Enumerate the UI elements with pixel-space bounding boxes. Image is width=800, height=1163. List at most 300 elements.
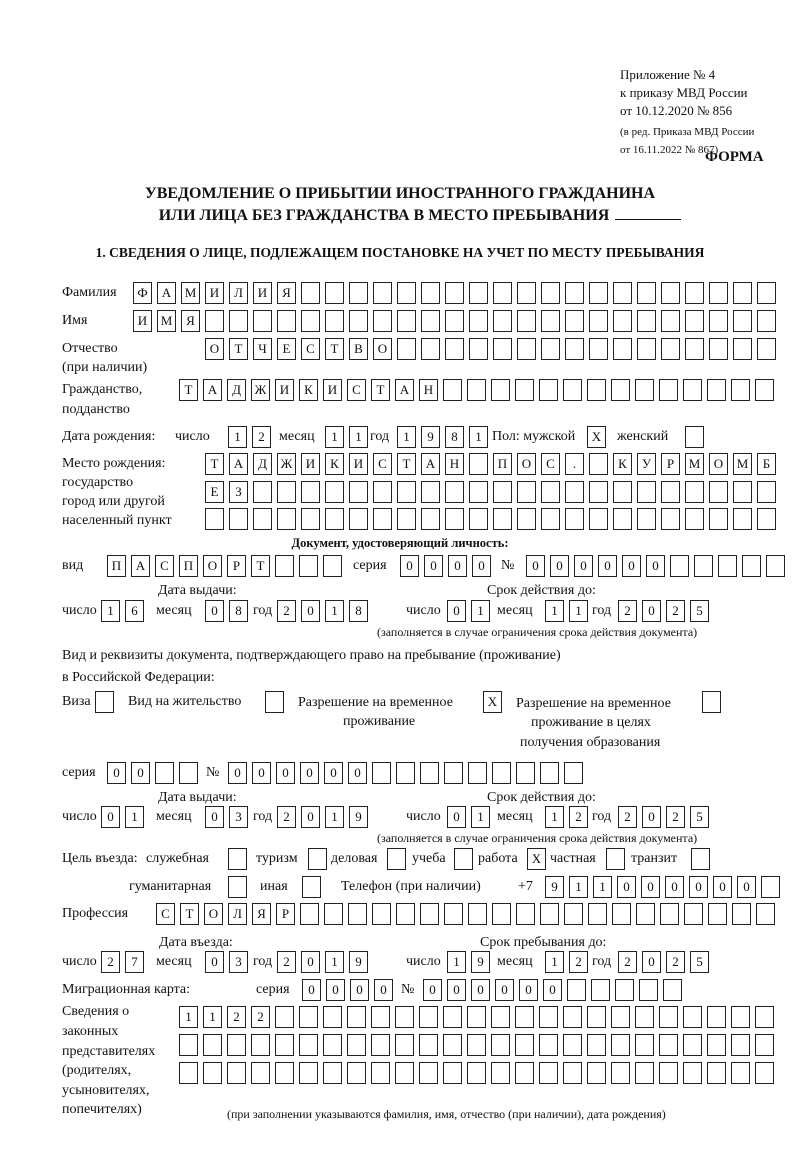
char-cell[interactable] [565, 481, 584, 503]
char-cell[interactable]: 9 [349, 951, 368, 973]
residence-checkbox[interactable] [265, 691, 284, 713]
char-cell[interactable] [491, 1006, 510, 1028]
char-cell[interactable] [731, 1006, 750, 1028]
char-cell[interactable]: 0 [550, 555, 569, 577]
char-cell[interactable] [492, 762, 511, 784]
char-cell[interactable] [515, 1006, 534, 1028]
char-cell[interactable]: 1 [471, 600, 490, 622]
char-cell[interactable] [203, 1034, 222, 1056]
char-cell[interactable]: 5 [690, 951, 709, 973]
male-checkbox[interactable]: X [587, 426, 606, 448]
char-cell[interactable]: 2 [227, 1006, 246, 1028]
char-cell[interactable] [683, 1006, 702, 1028]
char-cell[interactable]: 5 [690, 806, 709, 828]
char-cell[interactable] [589, 453, 608, 475]
purpose-transit-checkbox[interactable] [691, 848, 710, 870]
char-cell[interactable]: 0 [689, 876, 708, 898]
char-cell[interactable] [659, 1062, 678, 1084]
char-cell[interactable]: 1 [325, 806, 344, 828]
char-cell[interactable] [421, 338, 440, 360]
char-cell[interactable] [587, 379, 606, 401]
char-cell[interactable] [589, 508, 608, 530]
char-cell[interactable] [323, 555, 342, 577]
char-cell[interactable] [299, 1062, 318, 1084]
char-cell[interactable]: 1 [101, 600, 120, 622]
char-cell[interactable] [443, 379, 462, 401]
char-cell[interactable]: А [157, 282, 176, 304]
char-cell[interactable] [540, 762, 559, 784]
char-cell[interactable] [324, 903, 343, 925]
char-cell[interactable]: Я [181, 310, 200, 332]
char-cell[interactable] [397, 282, 416, 304]
purpose-study-checkbox[interactable] [454, 848, 473, 870]
char-cell[interactable]: 1 [593, 876, 612, 898]
char-cell[interactable] [491, 1062, 510, 1084]
char-cell[interactable] [397, 481, 416, 503]
char-cell[interactable] [563, 1034, 582, 1056]
char-cell[interactable]: 6 [125, 600, 144, 622]
char-cell[interactable] [611, 1006, 630, 1028]
char-cell[interactable] [373, 481, 392, 503]
char-cell[interactable]: С [541, 453, 560, 475]
char-cell[interactable] [277, 508, 296, 530]
char-cell[interactable]: Ж [277, 453, 296, 475]
char-cell[interactable]: 2 [618, 600, 637, 622]
char-cell[interactable]: 1 [469, 426, 488, 448]
char-cell[interactable] [661, 508, 680, 530]
char-cell[interactable] [179, 1034, 198, 1056]
char-cell[interactable] [444, 762, 463, 784]
char-cell[interactable] [299, 1034, 318, 1056]
char-cell[interactable] [443, 1034, 462, 1056]
char-cell[interactable] [563, 379, 582, 401]
char-cell[interactable]: 1 [325, 426, 344, 448]
char-cell[interactable]: Е [205, 481, 224, 503]
char-cell[interactable] [443, 1062, 462, 1084]
char-cell[interactable]: 0 [374, 979, 393, 1001]
char-cell[interactable] [757, 481, 776, 503]
char-cell[interactable]: 0 [519, 979, 538, 1001]
char-cell[interactable]: О [373, 338, 392, 360]
char-cell[interactable] [371, 1034, 390, 1056]
char-cell[interactable] [421, 508, 440, 530]
char-cell[interactable] [517, 282, 536, 304]
char-cell[interactable] [757, 282, 776, 304]
char-cell[interactable] [709, 282, 728, 304]
char-cell[interactable] [372, 762, 391, 784]
char-cell[interactable]: 0 [641, 876, 660, 898]
char-cell[interactable] [685, 310, 704, 332]
char-cell[interactable]: 9 [421, 426, 440, 448]
char-cell[interactable]: 2 [251, 1006, 270, 1028]
char-cell[interactable] [469, 282, 488, 304]
char-cell[interactable] [493, 508, 512, 530]
char-cell[interactable]: 3 [229, 951, 248, 973]
char-cell[interactable] [396, 762, 415, 784]
char-cell[interactable]: 2 [277, 600, 296, 622]
char-cell[interactable] [203, 1062, 222, 1084]
char-cell[interactable] [659, 379, 678, 401]
char-cell[interactable]: 0 [448, 555, 467, 577]
char-cell[interactable] [541, 310, 560, 332]
char-cell[interactable] [493, 481, 512, 503]
char-cell[interactable] [469, 310, 488, 332]
char-cell[interactable] [277, 310, 296, 332]
char-cell[interactable] [325, 282, 344, 304]
char-cell[interactable]: З [229, 481, 248, 503]
char-cell[interactable]: Т [205, 453, 224, 475]
char-cell[interactable]: М [733, 453, 752, 475]
char-cell[interactable] [661, 282, 680, 304]
purpose-humanitarian-checkbox[interactable] [228, 876, 247, 898]
char-cell[interactable] [323, 1006, 342, 1028]
char-cell[interactable]: С [156, 903, 175, 925]
char-cell[interactable] [540, 903, 559, 925]
char-cell[interactable] [659, 1034, 678, 1056]
char-cell[interactable]: 8 [445, 426, 464, 448]
char-cell[interactable]: Ч [253, 338, 272, 360]
char-cell[interactable] [395, 1034, 414, 1056]
char-cell[interactable] [755, 1034, 774, 1056]
char-cell[interactable]: 0 [252, 762, 271, 784]
char-cell[interactable] [372, 903, 391, 925]
char-cell[interactable]: М [685, 453, 704, 475]
char-cell[interactable] [419, 1062, 438, 1084]
char-cell[interactable]: 0 [324, 762, 343, 784]
char-cell[interactable]: Т [325, 338, 344, 360]
char-cell[interactable]: 0 [276, 762, 295, 784]
char-cell[interactable]: Ф [133, 282, 152, 304]
char-cell[interactable]: У [637, 453, 656, 475]
purpose-tourism-checkbox[interactable] [308, 848, 327, 870]
char-cell[interactable] [613, 282, 632, 304]
char-cell[interactable]: 0 [348, 762, 367, 784]
char-cell[interactable]: С [301, 338, 320, 360]
char-cell[interactable] [659, 1006, 678, 1028]
char-cell[interactable] [670, 555, 689, 577]
char-cell[interactable]: М [157, 310, 176, 332]
char-cell[interactable] [684, 903, 703, 925]
char-cell[interactable] [371, 1062, 390, 1084]
char-cell[interactable] [491, 379, 510, 401]
char-cell[interactable]: О [517, 453, 536, 475]
char-cell[interactable] [587, 1034, 606, 1056]
char-cell[interactable] [491, 1034, 510, 1056]
visa-checkbox[interactable] [95, 691, 114, 713]
char-cell[interactable] [663, 979, 682, 1001]
char-cell[interactable] [589, 282, 608, 304]
char-cell[interactable]: 0 [300, 762, 319, 784]
char-cell[interactable]: 1 [447, 951, 466, 973]
char-cell[interactable] [707, 1006, 726, 1028]
char-cell[interactable] [611, 1034, 630, 1056]
char-cell[interactable] [637, 338, 656, 360]
char-cell[interactable] [419, 1034, 438, 1056]
char-cell[interactable]: Т [179, 379, 198, 401]
char-cell[interactable] [565, 282, 584, 304]
char-cell[interactable]: 0 [447, 600, 466, 622]
char-cell[interactable] [443, 1006, 462, 1028]
char-cell[interactable] [300, 903, 319, 925]
char-cell[interactable]: А [131, 555, 150, 577]
char-cell[interactable]: Д [253, 453, 272, 475]
char-cell[interactable] [349, 508, 368, 530]
char-cell[interactable] [515, 379, 534, 401]
char-cell[interactable] [469, 453, 488, 475]
char-cell[interactable]: 0 [622, 555, 641, 577]
char-cell[interactable]: М [181, 282, 200, 304]
char-cell[interactable] [718, 555, 737, 577]
char-cell[interactable] [709, 481, 728, 503]
char-cell[interactable]: Т [251, 555, 270, 577]
char-cell[interactable] [373, 508, 392, 530]
char-cell[interactable]: 0 [617, 876, 636, 898]
char-cell[interactable] [275, 555, 294, 577]
char-cell[interactable]: Т [371, 379, 390, 401]
char-cell[interactable] [349, 282, 368, 304]
char-cell[interactable] [445, 282, 464, 304]
char-cell[interactable]: 0 [447, 979, 466, 1001]
char-cell[interactable] [589, 481, 608, 503]
char-cell[interactable]: 0 [301, 600, 320, 622]
char-cell[interactable] [467, 1062, 486, 1084]
char-cell[interactable] [707, 379, 726, 401]
char-cell[interactable] [277, 481, 296, 503]
char-cell[interactable] [761, 876, 780, 898]
char-cell[interactable]: Я [277, 282, 296, 304]
temp-edu-checkbox[interactable] [702, 691, 721, 713]
char-cell[interactable] [612, 903, 631, 925]
char-cell[interactable] [733, 282, 752, 304]
char-cell[interactable] [611, 379, 630, 401]
char-cell[interactable] [661, 481, 680, 503]
char-cell[interactable]: 0 [574, 555, 593, 577]
char-cell[interactable] [565, 508, 584, 530]
char-cell[interactable]: 5 [690, 600, 709, 622]
purpose-other-checkbox[interactable] [302, 876, 321, 898]
char-cell[interactable] [420, 762, 439, 784]
char-cell[interactable] [325, 481, 344, 503]
char-cell[interactable]: К [299, 379, 318, 401]
char-cell[interactable]: Р [276, 903, 295, 925]
char-cell[interactable] [349, 310, 368, 332]
char-cell[interactable] [445, 338, 464, 360]
char-cell[interactable] [517, 338, 536, 360]
char-cell[interactable]: 9 [545, 876, 564, 898]
char-cell[interactable]: Р [227, 555, 246, 577]
char-cell[interactable] [253, 508, 272, 530]
char-cell[interactable] [467, 379, 486, 401]
char-cell[interactable] [253, 481, 272, 503]
char-cell[interactable]: Л [229, 282, 248, 304]
char-cell[interactable] [708, 903, 727, 925]
char-cell[interactable] [757, 310, 776, 332]
char-cell[interactable] [683, 1034, 702, 1056]
char-cell[interactable] [539, 1062, 558, 1084]
char-cell[interactable]: 0 [737, 876, 756, 898]
char-cell[interactable] [493, 310, 512, 332]
char-cell[interactable] [179, 762, 198, 784]
char-cell[interactable]: 0 [447, 806, 466, 828]
char-cell[interactable] [229, 310, 248, 332]
char-cell[interactable] [301, 508, 320, 530]
char-cell[interactable] [694, 555, 713, 577]
char-cell[interactable]: 0 [131, 762, 150, 784]
char-cell[interactable]: 1 [569, 600, 588, 622]
char-cell[interactable]: 1 [569, 876, 588, 898]
char-cell[interactable]: 0 [665, 876, 684, 898]
char-cell[interactable] [445, 508, 464, 530]
char-cell[interactable] [251, 1034, 270, 1056]
char-cell[interactable]: П [493, 453, 512, 475]
char-cell[interactable]: С [155, 555, 174, 577]
char-cell[interactable]: 0 [301, 806, 320, 828]
char-cell[interactable] [395, 1006, 414, 1028]
char-cell[interactable] [563, 1006, 582, 1028]
char-cell[interactable] [635, 1006, 654, 1028]
char-cell[interactable]: 1 [325, 951, 344, 973]
char-cell[interactable] [564, 762, 583, 784]
char-cell[interactable] [421, 481, 440, 503]
char-cell[interactable] [615, 979, 634, 1001]
char-cell[interactable] [253, 310, 272, 332]
char-cell[interactable]: 2 [666, 951, 685, 973]
char-cell[interactable]: К [325, 453, 344, 475]
char-cell[interactable] [731, 1034, 750, 1056]
char-cell[interactable] [733, 338, 752, 360]
char-cell[interactable]: 0 [495, 979, 514, 1001]
char-cell[interactable]: 0 [326, 979, 345, 1001]
char-cell[interactable]: 0 [101, 806, 120, 828]
char-cell[interactable]: 0 [228, 762, 247, 784]
char-cell[interactable] [395, 1062, 414, 1084]
char-cell[interactable]: Ж [251, 379, 270, 401]
char-cell[interactable]: 1 [397, 426, 416, 448]
char-cell[interactable]: О [709, 453, 728, 475]
char-cell[interactable] [635, 1034, 654, 1056]
char-cell[interactable]: Л [228, 903, 247, 925]
char-cell[interactable] [373, 310, 392, 332]
char-cell[interactable]: 0 [543, 979, 562, 1001]
purpose-business-checkbox[interactable] [387, 848, 406, 870]
char-cell[interactable]: И [301, 453, 320, 475]
char-cell[interactable] [685, 338, 704, 360]
char-cell[interactable] [397, 338, 416, 360]
char-cell[interactable]: 0 [598, 555, 617, 577]
char-cell[interactable] [733, 310, 752, 332]
char-cell[interactable] [683, 1062, 702, 1084]
char-cell[interactable] [709, 338, 728, 360]
char-cell[interactable] [731, 1062, 750, 1084]
char-cell[interactable] [396, 903, 415, 925]
char-cell[interactable] [755, 379, 774, 401]
char-cell[interactable] [205, 508, 224, 530]
char-cell[interactable]: 0 [642, 951, 661, 973]
char-cell[interactable] [347, 1006, 366, 1028]
char-cell[interactable] [613, 310, 632, 332]
char-cell[interactable] [589, 338, 608, 360]
char-cell[interactable] [179, 1062, 198, 1084]
char-cell[interactable]: Н [445, 453, 464, 475]
char-cell[interactable]: О [203, 555, 222, 577]
char-cell[interactable]: И [205, 282, 224, 304]
char-cell[interactable] [563, 1062, 582, 1084]
char-cell[interactable] [731, 379, 750, 401]
char-cell[interactable] [492, 903, 511, 925]
char-cell[interactable] [539, 1034, 558, 1056]
char-cell[interactable] [636, 903, 655, 925]
char-cell[interactable] [685, 508, 704, 530]
char-cell[interactable]: 9 [471, 951, 490, 973]
char-cell[interactable]: 3 [229, 806, 248, 828]
char-cell[interactable] [755, 1062, 774, 1084]
char-cell[interactable]: 8 [229, 600, 248, 622]
char-cell[interactable] [467, 1034, 486, 1056]
char-cell[interactable] [683, 379, 702, 401]
char-cell[interactable] [517, 481, 536, 503]
char-cell[interactable]: 2 [666, 806, 685, 828]
char-cell[interactable] [467, 1006, 486, 1028]
char-cell[interactable]: К [613, 453, 632, 475]
char-cell[interactable]: 1 [349, 426, 368, 448]
char-cell[interactable] [613, 481, 632, 503]
char-cell[interactable]: Т [180, 903, 199, 925]
char-cell[interactable]: 2 [618, 951, 637, 973]
char-cell[interactable] [611, 1062, 630, 1084]
char-cell[interactable] [637, 282, 656, 304]
char-cell[interactable] [757, 508, 776, 530]
char-cell[interactable]: . [565, 453, 584, 475]
char-cell[interactable]: П [107, 555, 126, 577]
char-cell[interactable]: А [203, 379, 222, 401]
char-cell[interactable] [516, 762, 535, 784]
temp-residence-checkbox[interactable]: X [483, 691, 502, 713]
char-cell[interactable] [635, 1062, 654, 1084]
char-cell[interactable] [301, 310, 320, 332]
char-cell[interactable] [493, 338, 512, 360]
char-cell[interactable] [371, 1006, 390, 1028]
char-cell[interactable]: 0 [472, 555, 491, 577]
char-cell[interactable] [469, 508, 488, 530]
char-cell[interactable] [275, 1034, 294, 1056]
char-cell[interactable] [421, 310, 440, 332]
char-cell[interactable]: Р [661, 453, 680, 475]
purpose-official-checkbox[interactable] [228, 848, 247, 870]
char-cell[interactable] [707, 1062, 726, 1084]
char-cell[interactable] [541, 282, 560, 304]
char-cell[interactable]: 1 [545, 951, 564, 973]
char-cell[interactable]: 1 [545, 600, 564, 622]
char-cell[interactable]: 0 [526, 555, 545, 577]
char-cell[interactable] [565, 310, 584, 332]
char-cell[interactable] [541, 481, 560, 503]
char-cell[interactable] [685, 282, 704, 304]
char-cell[interactable] [709, 508, 728, 530]
char-cell[interactable]: 0 [713, 876, 732, 898]
char-cell[interactable] [541, 508, 560, 530]
char-cell[interactable]: П [179, 555, 198, 577]
char-cell[interactable] [468, 903, 487, 925]
char-cell[interactable]: 1 [471, 806, 490, 828]
char-cell[interactable]: 0 [646, 555, 665, 577]
char-cell[interactable] [756, 903, 775, 925]
char-cell[interactable] [660, 903, 679, 925]
char-cell[interactable] [635, 379, 654, 401]
char-cell[interactable] [323, 1034, 342, 1056]
char-cell[interactable]: 0 [107, 762, 126, 784]
char-cell[interactable] [323, 1062, 342, 1084]
char-cell[interactable]: 2 [666, 600, 685, 622]
